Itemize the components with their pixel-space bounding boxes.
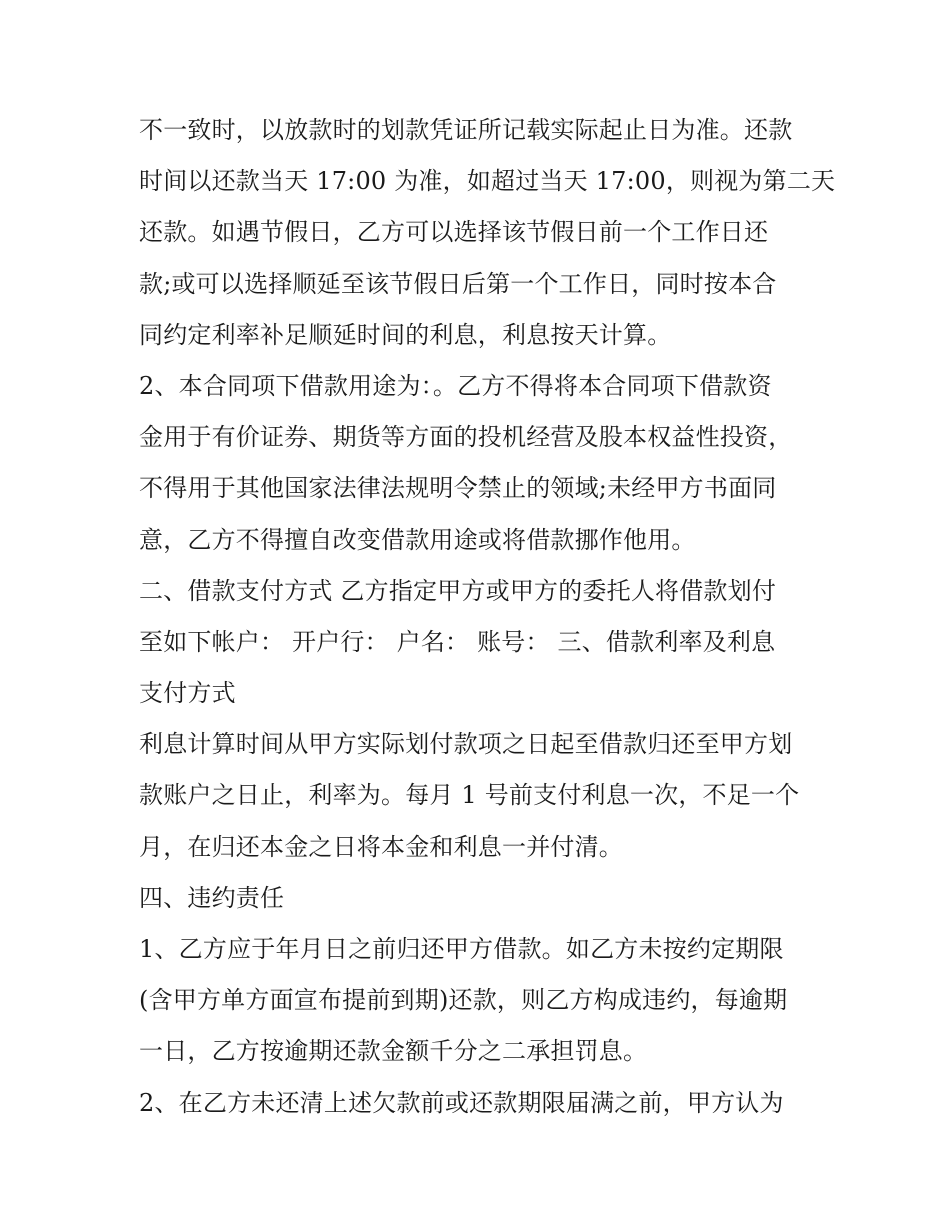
text-line: 不一致时，以放款时的划款凭证所记载实际起止日为准。还款 — [139, 116, 793, 144]
text-line: 不得用于其他国家法律法规明令禁止的领域;未经甲方书面同 — [139, 474, 777, 503]
text-line: 款账户之日止，利率为。每月 1 号前支付利息一次，不足一个 — [139, 781, 800, 810]
text-line: 至如下帐户： 开户行： 户名： 账号： 三、借款利率及利息 — [139, 627, 776, 656]
text-line: 利息计算时间从甲方实际划付款项之日起至借款归还至甲方划 — [139, 730, 793, 759]
text-line: (含甲方单方面宣布提前到期)还款，则乙方构成违约，每逾期 — [139, 986, 788, 1015]
text-line: 金用于有价证券、期货等方面的投机经营及股本权益性投资， — [139, 423, 793, 452]
text-line: 月，在归还本金之日将本金和利息一并付清。 — [139, 832, 623, 861]
text-line: 还款。如遇节假日，乙方可以选择该节假日前一个工作日还 — [139, 218, 769, 247]
text-line: 款;或可以选择顺延至该节假日后第一个工作日，同时按本合 — [139, 269, 777, 298]
section-heading: 二、借款支付方式 乙方指定甲方或甲方的委托人将借款划付 — [139, 576, 777, 605]
text-line: 1、乙方应于年月日之前归还甲方借款。如乙方未按约定期限 — [139, 935, 784, 963]
text-line: 时间以还款当天 17:00 为准，如超过当天 17:00，则视为第二天 — [139, 167, 836, 196]
text-line: 一日，乙方按逾期还款金额千分之二承担罚息。 — [139, 1037, 648, 1066]
section-heading: 四、违约责任 — [139, 883, 285, 912]
text-line: 2、本合同项下借款用途为：。乙方不得将本合同项下借款资 — [139, 371, 772, 400]
text-line: 同约定利率补足顺延时间的利息，利息按天计算。 — [139, 320, 672, 349]
text-line: 意，乙方不得擅自改变借款用途或将借款挪作他用。 — [139, 525, 696, 554]
text-line: 支付方式 — [139, 679, 236, 708]
text-line: 2、在乙方未还清上述欠款前或还款期限届满之前，甲方认为 — [139, 1088, 784, 1117]
document-body — [139, 105, 836, 1129]
